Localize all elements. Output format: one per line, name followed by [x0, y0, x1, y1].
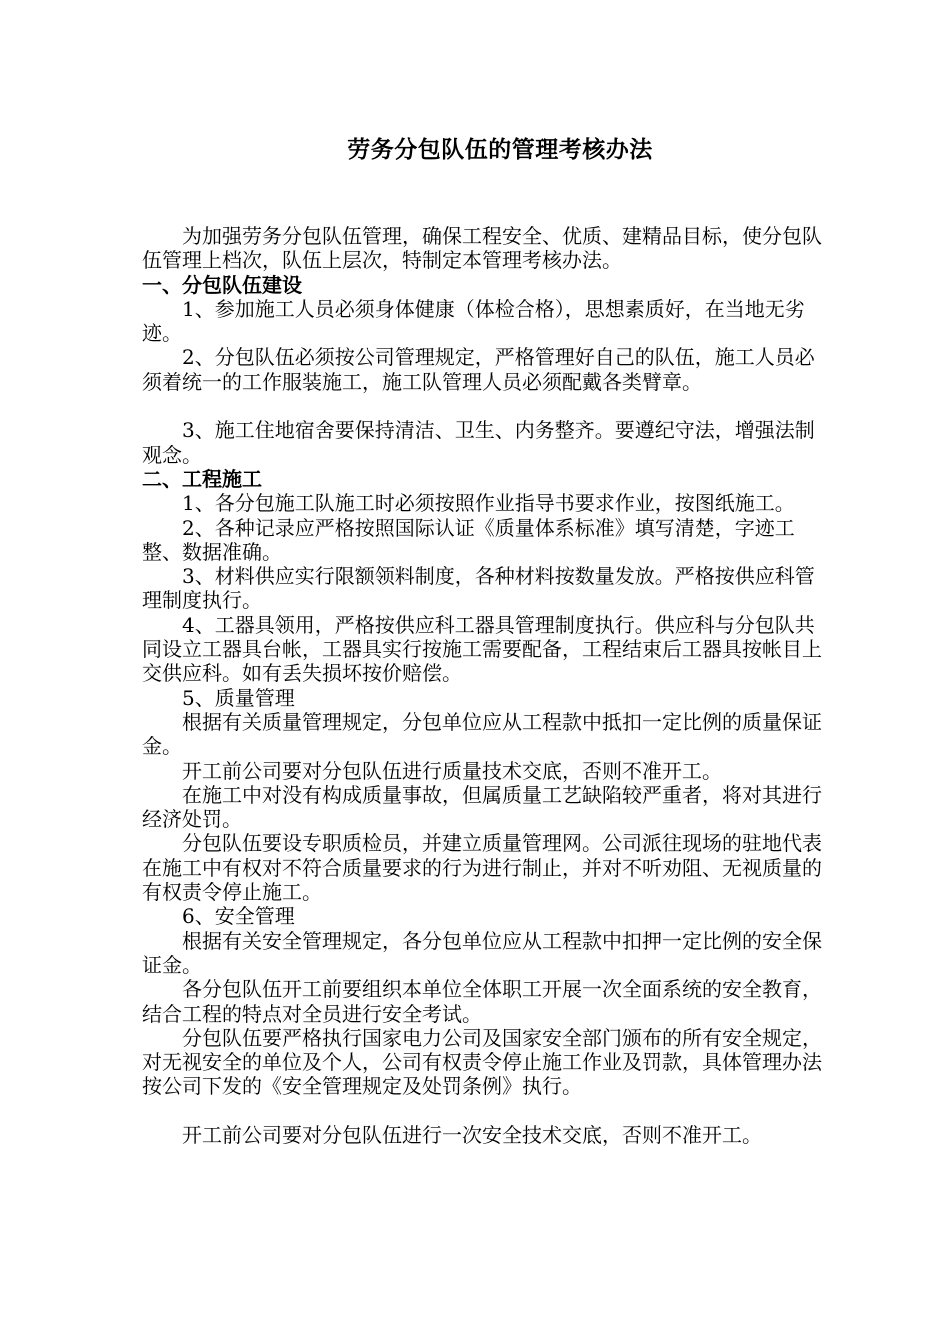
paragraph-safety-education: 各分包队伍开工前要组织本单位全体职工开展一次全面系统的安全教育，结合工程的特点对全员进行安全考试。 — [142, 977, 822, 1026]
paragraph-safety-briefing: 开工前公司要对分包队伍进行一次安全技术交底，否则不准开工。 — [182, 1122, 762, 1147]
section-heading-team-building: 一、分包队伍建设 — [142, 272, 302, 297]
paragraph-quality-inspector: 分包队伍要设专职质检员，并建立质量管理网。公司派往现场的驻地代表在施工中有权对不符合质量要求的行为进行制止，并对不听劝阻、无视质量的有权责令停止施工。 — [142, 831, 822, 905]
intro-paragraph: 为加强劳务分包队伍管理，确保工程安全、优质、建精品目标，使分包队伍管理上档次，队伍上层次，特制定本管理考核办法。 — [142, 224, 822, 273]
document-title: 劳务分包队伍的管理考核办法 — [347, 137, 653, 163]
paragraph-quality-deposit: 根据有关质量管理规定，分包单位应从工程款中抵扣一定比例的质量保证金。 — [142, 709, 822, 759]
subheading-safety-management: 6、安全管理 — [182, 904, 295, 929]
paragraph-quality-penalty: 在施工中对没有构成质量事故，但属质量工艺缺陷较严重者，将对其进行经济处罚。 — [142, 782, 822, 832]
paragraph-safety-deposit: 根据有关安全管理规定，各分包单位应从工程款中扣押一定比例的安全保证金。 — [142, 928, 822, 977]
blank-line — [142, 1099, 826, 1123]
subheading-quality-management: 5、质量管理 — [182, 685, 295, 710]
paragraph-quality-briefing: 开工前公司要对分包队伍进行质量技术交底，否则不准开工。 — [182, 758, 722, 783]
paragraph-material-supply: 3、材料供应实行限额领料制度，各种材料按数量发放。严格按供应科管理制度执行。 — [142, 564, 815, 613]
paragraph-dormitory-requirement: 3、施工住地宿舍要保持清洁、卫生、内务整齐。要遵纪守法，增强法制观念。 — [142, 418, 815, 467]
blank-line — [142, 394, 826, 418]
paragraph-safety-regulations: 分包队伍要严格执行国家电力公司及国家安全部门颁布的所有安全规定，对无视安全的单位及个人，公司有权责令停止施工作业及罚款，具体管理办法按公司下发的《安全管理规定及处罚条例》执行。 — [142, 1025, 822, 1099]
paragraph-health-requirement: 1、参加施工人员必须身体健康（体检合格），思想素质好，在当地无劣迹。 — [142, 296, 805, 346]
paragraph-tools: 4、工器具领用，严格按供应科工器具管理制度执行。供应科与分包队共同设立工器具台帐，工器具实行按施工需要配备，工程结束后工器具按帐目上交供应科。如有丢失损坏按价赔偿。 — [142, 612, 822, 686]
section-heading-construction: 二、工程施工 — [142, 466, 262, 491]
paragraph-work-instructions: 1、各分包施工队施工时必须按照作业指导书要求作业，按图纸施工。 — [182, 491, 795, 516]
paragraph-records: 2、各种记录应严格按照国际认证《质量体系标准》填写清楚，字迹工整、数据准确。 — [142, 515, 795, 564]
document-body — [142, 224, 826, 1147]
paragraph-uniform-requirement: 2、分包队伍必须按公司管理规定，严格管理好自己的队伍，施工人员必须着统一的工作服装施工，施工队管理人员必须配戴各类臂章。 — [142, 345, 815, 394]
